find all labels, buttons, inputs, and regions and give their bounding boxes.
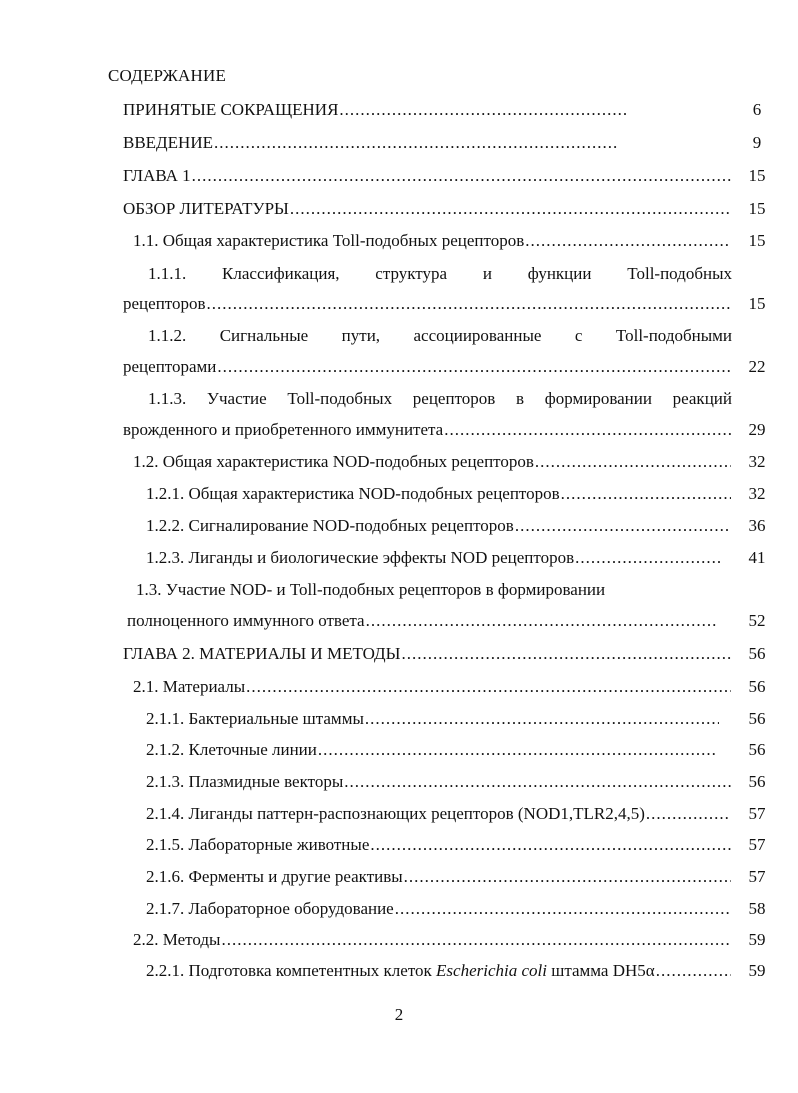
label-species: Escherichia coli	[436, 961, 547, 980]
toc-entry-page: 56	[748, 772, 766, 791]
toc-entry-label: 1.2.1. Общая характеристика NOD-подобных рецепторов	[146, 484, 560, 503]
toc-entry-page: 56	[748, 709, 766, 728]
toc-entry-page: 15	[748, 166, 766, 185]
toc-entry-page: 32	[748, 484, 766, 503]
toc-entry-label: 2.1. Материалы	[133, 677, 246, 696]
toc-entry-page: 59	[748, 961, 766, 980]
toc-entry-page: 56	[748, 644, 766, 663]
toc-entry-line1: 1.3. Участие NOD- и Toll-подобных рецепторов в формировании	[136, 580, 606, 599]
toc-entry-label: ОБЗОР ЛИТЕРАТУРЫ	[123, 199, 289, 218]
toc-entry-label: 2.1.1. Бактериальные штаммы	[146, 709, 364, 728]
toc-entry-page: 32	[748, 452, 766, 471]
toc-entry	[146, 772, 766, 792]
toc-entry	[133, 930, 766, 950]
toc-entry	[133, 677, 766, 697]
toc-entry-line1: 1.1.3. Участие Toll-подобных рецепторов в формировании реакций	[148, 389, 732, 408]
toc-entry-line1: 1.1.1. Классификация, структура и функции Toll-подобных	[148, 264, 732, 283]
toc-entry	[123, 199, 766, 219]
toc-entry	[123, 294, 766, 314]
toc-entry-page: 15	[748, 199, 766, 218]
toc-entry	[146, 709, 766, 729]
toc-entry-label: ГЛАВА 1	[123, 166, 191, 185]
toc-entry	[146, 548, 766, 568]
toc-entry-page: 9	[752, 133, 762, 152]
toc-entry-label: ВВЕДЕНИЕ	[123, 133, 213, 152]
toc-entry	[146, 484, 766, 504]
toc-entry	[146, 804, 766, 824]
toc-entry	[133, 452, 766, 472]
toc-entry-page: 57	[748, 835, 766, 854]
toc-entry-page: 36	[748, 516, 766, 535]
toc-entry-page: 6	[752, 100, 762, 119]
toc-entry-page: 22	[748, 357, 766, 376]
toc-entry-label: 2.1.5. Лабораторные животные	[146, 835, 370, 854]
toc-entry	[146, 867, 766, 887]
toc-entry-label: 2.1.4. Лиганды паттерн-распознающих рецепторов (NOD1,TLR2,4,5)	[146, 804, 645, 823]
toc-entry	[146, 516, 766, 536]
toc-entry-page: 56	[748, 740, 766, 759]
toc-entry	[123, 357, 766, 377]
toc-entry-page: 56	[748, 677, 766, 696]
toc-entry-label: 2.2. Методы	[133, 930, 221, 949]
toc-entry-page: 57	[748, 867, 766, 886]
toc-entry-label	[146, 961, 655, 981]
toc-title: СОДЕРЖАНИЕ	[108, 66, 227, 85]
toc-entry-label: врожденного и приобретенного иммунитета	[123, 420, 444, 439]
page-number: 2	[394, 1005, 404, 1024]
toc-entry	[146, 835, 766, 855]
toc-entry-label: полноценного иммунного ответа	[127, 611, 365, 630]
toc-entry	[127, 611, 766, 631]
toc-entry-line1: 1.1.2. Сигнальные пути, ассоциированные с Toll-подобными	[148, 326, 732, 345]
toc-entry-label: ГЛАВА 2. МАТЕРИАЛЫ И МЕТОДЫ	[123, 644, 401, 663]
toc-entry-page: 29	[748, 420, 766, 439]
label-post: штамма DH5α	[547, 961, 655, 980]
toc-entry-label: рецепторов	[123, 294, 206, 313]
toc-entry-label: 2.1.7. Лабораторное оборудование	[146, 899, 394, 918]
toc-entry-label: 2.1.6. Ферменты и другие реактивы	[146, 867, 403, 886]
toc-entry-label: ПРИНЯТЫЕ СОКРАЩЕНИЯ	[123, 100, 339, 119]
toc-entry	[123, 133, 762, 153]
toc-entry-page: 59	[748, 930, 766, 949]
toc-entry-page: 41	[748, 548, 766, 567]
toc-entry-label: рецепторами	[123, 357, 217, 376]
toc-entry-page: 15	[748, 231, 766, 250]
label-pre: 2.2.1. Подготовка компетентных клеток	[146, 961, 437, 980]
toc-entry-page: 15	[748, 294, 766, 313]
toc-entry-label: 1.2.3. Лиганды и биологические эффекты NOD рецепторов	[146, 548, 575, 567]
toc-entry-label: 1.2. Общая характеристика NOD-подобных рецепторов	[133, 452, 534, 471]
toc-entry-page: 57	[748, 804, 766, 823]
toc-entry	[123, 166, 766, 186]
toc-entry	[123, 100, 762, 120]
toc-entry	[146, 899, 766, 919]
toc-entry-label: 1.1. Общая характеристика Toll-подобных рецепторов	[133, 231, 525, 250]
toc-entry	[146, 740, 766, 760]
toc-entry-label: 2.1.3. Плазмидные векторы	[146, 772, 344, 791]
toc-entry-page: 58	[748, 899, 766, 918]
toc-entry	[133, 231, 766, 251]
toc-entry	[123, 644, 766, 664]
toc-entry-page: 52	[748, 611, 766, 630]
toc-entry	[123, 420, 766, 440]
toc-entry-label: 2.1.2. Клеточные линии	[146, 740, 317, 759]
toc-entry	[146, 961, 766, 981]
toc-entry-label: 1.2.2. Сигналирование NOD-подобных рецепторов	[146, 516, 514, 535]
